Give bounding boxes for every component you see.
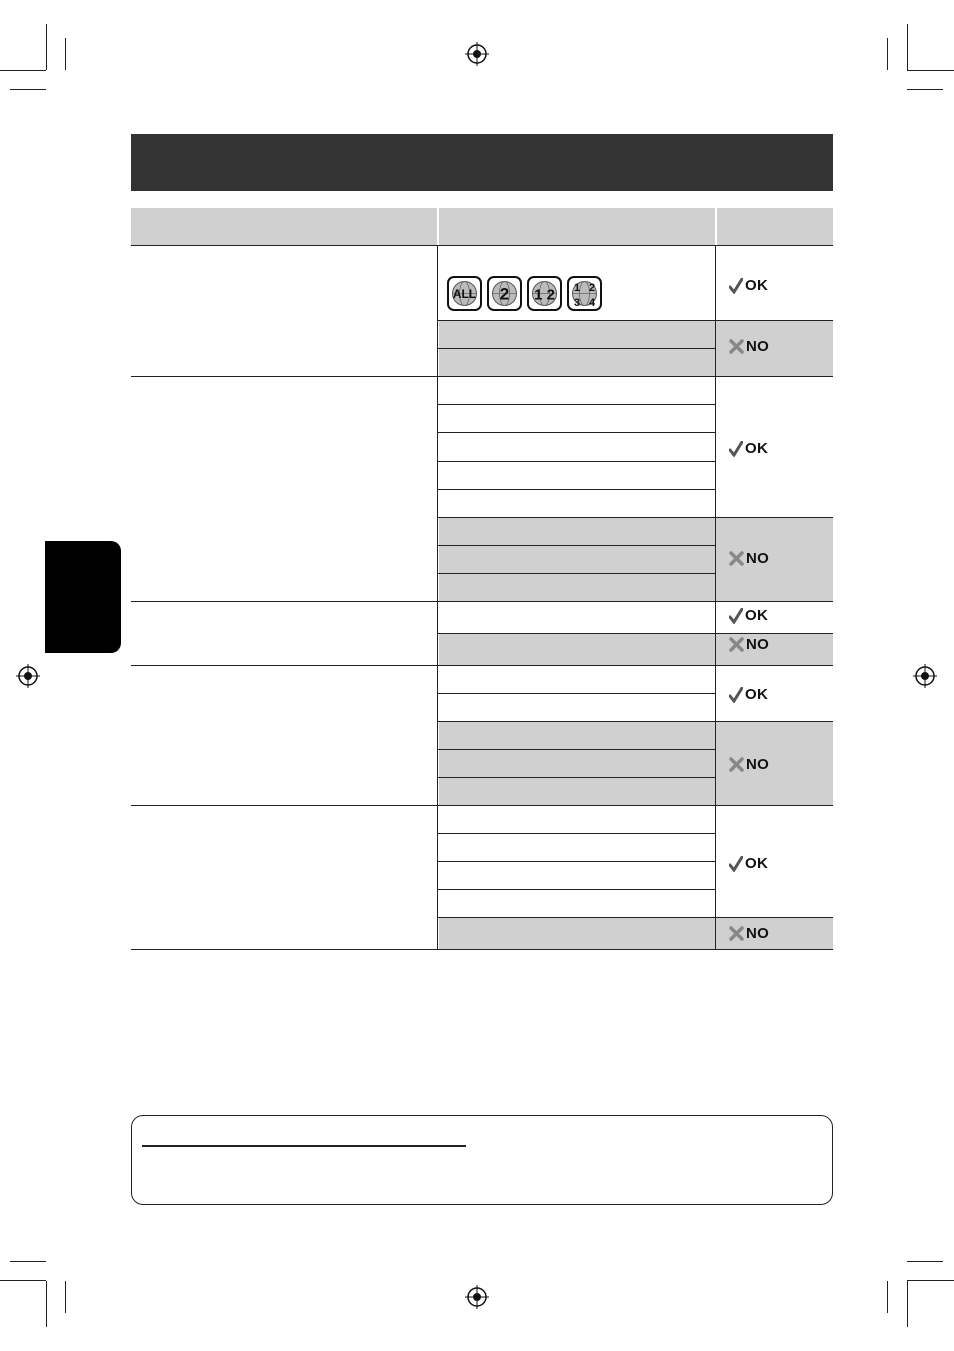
row-divider	[131, 376, 833, 377]
column-divider	[715, 208, 717, 245]
row-divider	[438, 348, 715, 349]
check-icon	[729, 278, 743, 294]
row-divider	[438, 721, 833, 722]
region-2-icon	[487, 276, 522, 311]
crop-mark	[887, 38, 888, 70]
note-box	[131, 1115, 833, 1205]
row-divider	[438, 573, 715, 574]
row-divider	[438, 404, 715, 405]
crop-mark	[907, 24, 908, 70]
crop-mark	[65, 38, 66, 70]
crop-mark	[10, 89, 46, 90]
crop-mark	[907, 1261, 943, 1262]
svg-text:1 2: 1 2	[534, 286, 555, 304]
row-divider	[131, 601, 833, 602]
row-divider	[438, 749, 715, 750]
svg-text:3: 3	[573, 297, 581, 309]
status-ok-label: OK	[745, 686, 769, 703]
row-divider	[131, 805, 833, 806]
status-no-label: NO	[746, 338, 770, 355]
region-all-icon	[447, 276, 482, 311]
row-divider	[131, 665, 833, 666]
status-no	[729, 756, 769, 773]
table-cell-unsupported	[438, 518, 715, 601]
status-no-label: NO	[746, 636, 770, 653]
registration-mark-icon	[465, 42, 489, 66]
check-icon	[729, 687, 743, 703]
row-divider	[131, 245, 833, 246]
note-title-underline	[142, 1145, 466, 1147]
crop-mark	[907, 70, 954, 71]
check-icon	[729, 441, 743, 457]
region-code-icons	[447, 276, 602, 311]
cross-icon	[729, 926, 744, 941]
row-divider	[438, 545, 715, 546]
row-divider	[438, 432, 715, 433]
status-ok	[729, 440, 768, 457]
table-cell-unsupported	[438, 722, 715, 805]
cross-icon	[729, 757, 744, 772]
row-divider	[438, 833, 715, 834]
crop-mark	[10, 1261, 46, 1262]
svg-text:1: 1	[573, 282, 581, 294]
status-ok-label: OK	[745, 855, 769, 872]
crop-mark	[0, 1280, 46, 1281]
row-divider	[438, 461, 715, 462]
status-ok	[729, 686, 768, 703]
section-header-bar	[131, 134, 833, 191]
row-divider	[438, 917, 833, 918]
svg-text:2: 2	[588, 282, 596, 294]
registration-mark-icon	[465, 1285, 489, 1309]
svg-text:ALL: ALL	[452, 287, 477, 301]
region-1-2-icon	[527, 276, 562, 311]
crop-mark	[46, 24, 47, 70]
check-icon	[729, 856, 743, 872]
status-ok-label: OK	[745, 607, 769, 624]
crop-mark	[907, 1281, 908, 1327]
registration-mark-icon	[913, 664, 937, 688]
registration-mark-icon	[16, 664, 40, 688]
status-no-label: NO	[746, 550, 770, 567]
table-header-cell	[438, 208, 715, 245]
table-header-cell	[131, 208, 437, 245]
row-divider	[438, 889, 715, 890]
column-divider	[715, 245, 716, 949]
row-divider	[131, 949, 833, 950]
status-no	[729, 925, 769, 942]
status-ok-label: OK	[745, 277, 769, 294]
status-no	[729, 338, 769, 355]
crop-mark	[907, 89, 943, 90]
status-ok	[729, 855, 768, 872]
status-no-label: NO	[746, 925, 770, 942]
crop-mark	[887, 1281, 888, 1313]
row-divider	[438, 489, 715, 490]
row-divider	[438, 320, 833, 321]
svg-text:4: 4	[588, 297, 596, 309]
crop-mark	[65, 1281, 66, 1313]
crop-mark	[0, 70, 46, 71]
table-cell-unsupported	[438, 634, 715, 665]
status-ok-label: OK	[745, 440, 769, 457]
column-divider	[437, 245, 438, 949]
row-divider	[438, 861, 715, 862]
row-divider	[438, 633, 833, 634]
crop-mark	[46, 1281, 47, 1327]
row-divider	[438, 693, 715, 694]
crop-mark	[907, 1280, 954, 1281]
language-tab	[45, 541, 121, 653]
cross-icon	[729, 339, 744, 354]
table-header-cell	[716, 208, 833, 245]
row-divider	[438, 517, 833, 518]
check-icon	[729, 608, 743, 624]
cross-icon	[729, 637, 744, 652]
region-1-2-3-4-icon	[567, 276, 602, 311]
status-no	[729, 550, 769, 567]
status-no	[729, 636, 769, 653]
cross-icon	[729, 551, 744, 566]
table-cell-unsupported	[438, 918, 715, 949]
row-divider	[438, 777, 715, 778]
status-ok	[729, 277, 768, 294]
status-ok	[729, 607, 768, 624]
svg-text:2: 2	[499, 284, 510, 304]
status-no-label: NO	[746, 756, 770, 773]
